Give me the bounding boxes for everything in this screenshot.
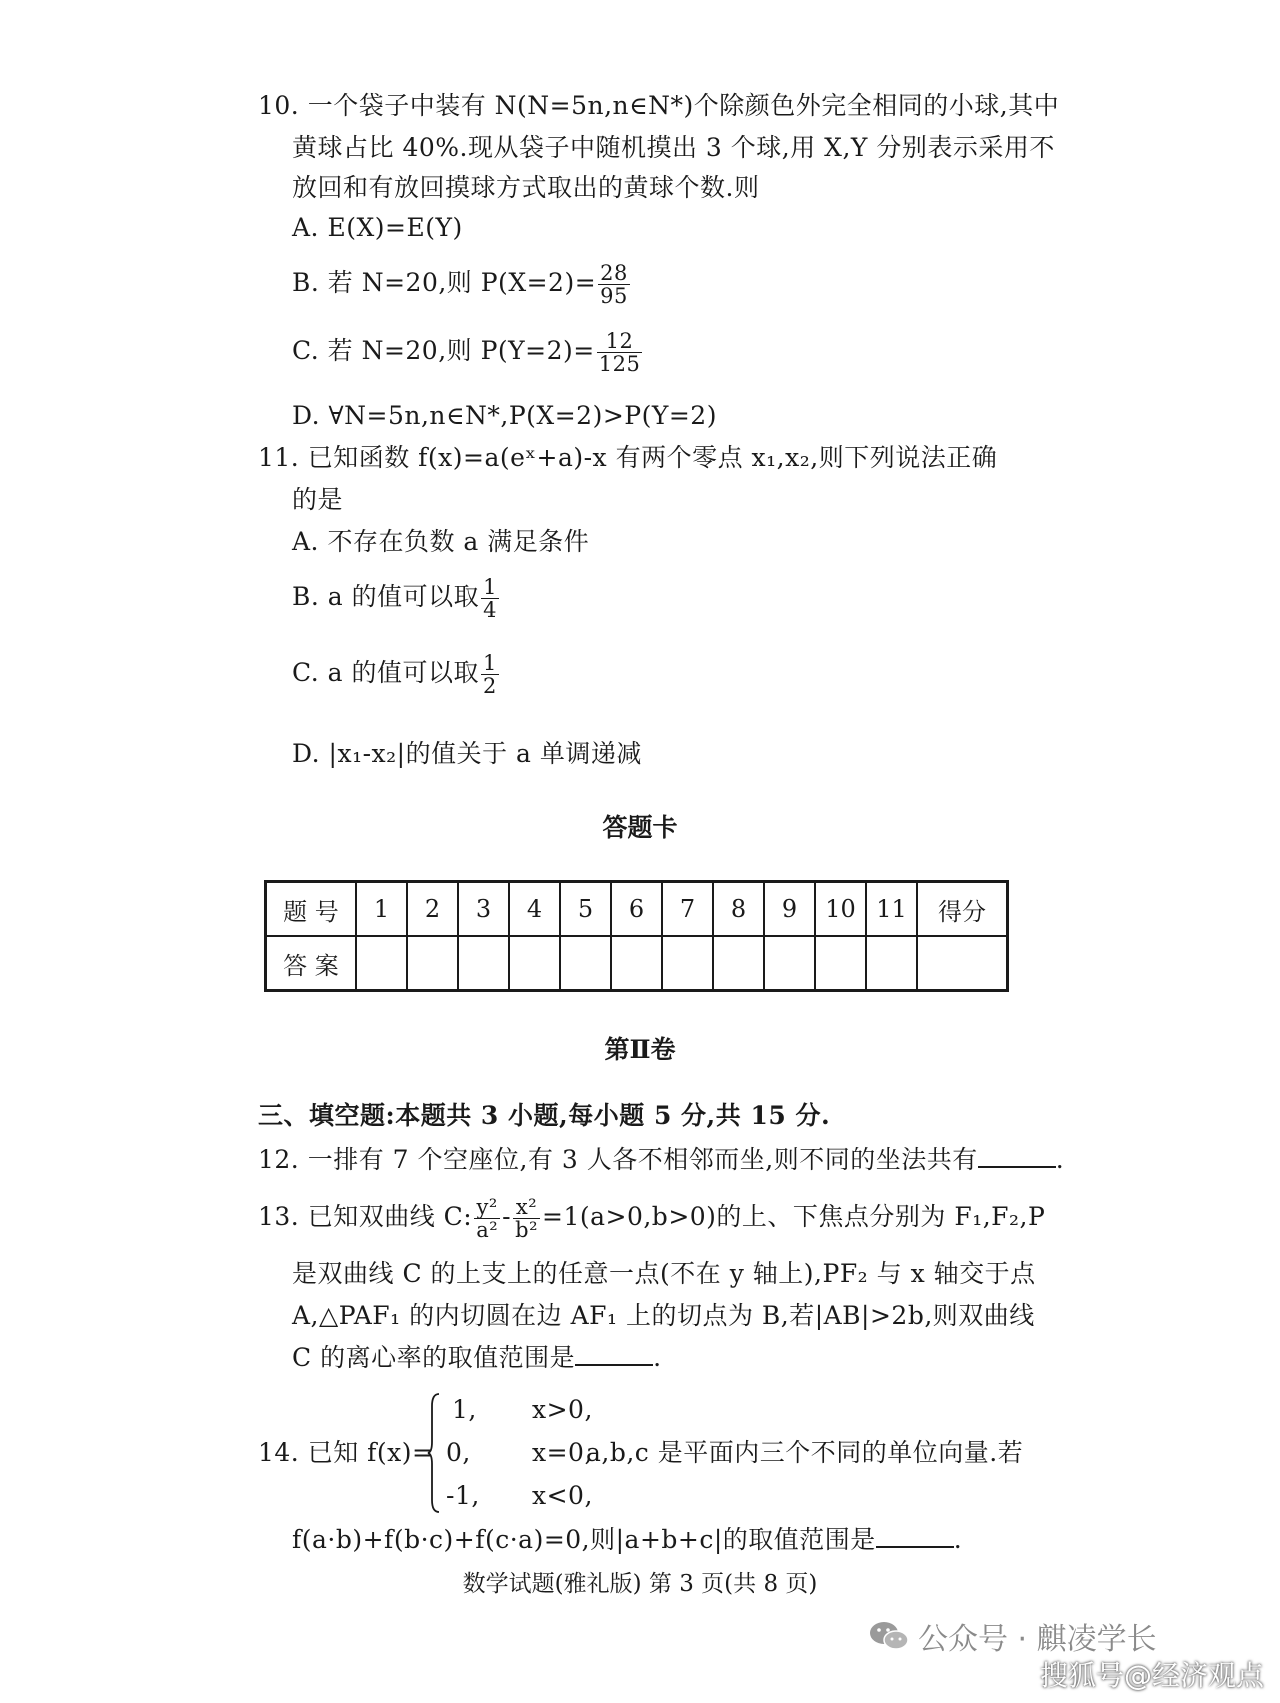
question-number-cell: 11 (866, 882, 917, 937)
q14-case2 (446, 1433, 593, 1473)
q11-option-a: A. 不存在负数 a 满足条件 (292, 527, 590, 556)
question-number-cell: 5 (560, 882, 611, 937)
row-label-question-number: 题 号 (266, 882, 357, 937)
question-number-cell: 2 (407, 882, 458, 937)
q10-line1: 10. 一个袋子中装有 N(N=5n,n∈N*)个除颜色外完全相同的小球,其中 (258, 91, 1060, 120)
q12 (258, 1140, 1064, 1180)
sohu-watermark: 搜狐号@经济观点 (1040, 1659, 1265, 1692)
q11-option-b (292, 576, 501, 621)
q11-option-b-fraction (481, 576, 499, 621)
section-three-heading: 三、填空题:本题共 3 小题,每小题 5 分,共 15 分. (258, 1101, 831, 1130)
answer-card-title: 答题卡 (602, 813, 678, 842)
question-number-cell: 7 (662, 882, 713, 937)
fraction-numerator: y² (474, 1196, 500, 1219)
score-label-cell: 得分 (917, 882, 1008, 937)
wechat-icon (868, 1618, 910, 1654)
q10-option-b-fraction (598, 262, 630, 307)
wechat-watermark: 公众号 · 麒凌学长 (918, 1622, 1157, 1657)
piecewise-brace-icon (427, 1392, 441, 1514)
fraction-numerator: x² (513, 1196, 540, 1219)
q13-answer-blank (575, 1342, 653, 1366)
q10-line3: 放回和有放回摸球方式取出的黄球个数.则 (292, 173, 760, 202)
q10-option-c-text: C. 若 N=20,则 P(Y=2)= (292, 336, 595, 365)
question-number-cell: 10 (815, 882, 866, 937)
q12-end: . (1055, 1145, 1065, 1174)
part-two-title: 第Ⅱ卷 (604, 1035, 676, 1064)
q13-end: . (653, 1343, 662, 1372)
answer-cell (458, 936, 509, 991)
fraction-denominator: 125 (598, 352, 641, 376)
q11-option-c-fraction (481, 652, 499, 697)
q14-case3-value: -1, (446, 1481, 480, 1510)
question-number-cell: 8 (713, 882, 764, 937)
q11-option-c (292, 652, 501, 697)
q10-line2: 黄球占比 40%.现从袋子中随机摸出 3 个球,用 X,Y 分别表示采用不 (292, 133, 1055, 162)
fraction-numerator: 12 (597, 330, 643, 353)
q14-line2 (292, 1520, 962, 1560)
q13-line4 (292, 1338, 662, 1378)
row-label-answer: 答 案 (266, 936, 357, 991)
answer-cell (713, 936, 764, 991)
answer-card-row-answers (266, 936, 1008, 991)
answer-cell (866, 936, 917, 991)
answer-card-row-numbers (266, 882, 1008, 937)
answer-card-table (264, 880, 1009, 992)
q14-case2-condition: x=0, (532, 1438, 593, 1467)
answer-cell (764, 936, 815, 991)
question-number-cell: 1 (356, 882, 407, 937)
q10-option-d: D. ∀N=5n,n∈N*,P(X=2)>P(Y=2) (292, 401, 717, 430)
q14-end: . (953, 1525, 963, 1554)
q13-line4-text: C 的离心率的取值范围是 (292, 1343, 576, 1372)
q14-case2-value: 0, (446, 1438, 471, 1467)
q14-text-post: a,b,c 是平面内三个不同的单位向量.若 (586, 1438, 1024, 1467)
q13-fraction-x (513, 1196, 540, 1241)
q11-option-c-text: C. a 的值可以取 (292, 658, 479, 687)
answer-cell (560, 936, 611, 991)
page-footer: 数学试题(雅礼版) 第 3 页(共 8 页) (462, 1571, 818, 1597)
q13-fraction-y (474, 1196, 500, 1241)
q11-option-b-text: B. a 的值可以取 (292, 582, 480, 611)
question-number-cell: 6 (611, 882, 662, 937)
fraction-numerator: 1 (482, 651, 497, 675)
q13-line2: 是双曲线 C 的上支上的任意一点(不在 y 轴上),PF₂ 与 x 轴交于点 (292, 1259, 1036, 1288)
q14-case1-value: 1, (452, 1395, 477, 1424)
q11-option-d: D. |x₁-x₂|的值关于 a 单调递减 (292, 739, 642, 768)
q11-line2: 的是 (292, 485, 344, 514)
answer-cell (407, 936, 458, 991)
answer-cell (815, 936, 866, 991)
q10-option-c-fraction (597, 330, 643, 375)
question-number-cell: 4 (509, 882, 560, 937)
answer-cell (662, 936, 713, 991)
q10-option-c (292, 330, 644, 375)
fraction-denominator: 95 (600, 284, 628, 308)
q14-case3-condition: x<0, (532, 1481, 593, 1510)
question-number-cell: 9 (764, 882, 815, 937)
fraction-denominator: 4 (483, 598, 497, 622)
q11-line1: 11. 已知函数 f(x)=a(eˣ+a)-x 有两个零点 x₁,x₂,则下列说法正确 (258, 443, 998, 472)
fraction-denominator: a² (476, 1218, 499, 1242)
fraction-denominator: b² (515, 1218, 538, 1242)
fraction-denominator: 2 (482, 674, 497, 698)
q12-text: 12. 一排有 7 个空座位,有 3 人各不相邻而坐,则不同的坐法共有 (258, 1145, 978, 1174)
q12-answer-blank (978, 1144, 1056, 1168)
q14-case1 (452, 1390, 593, 1430)
q13-line1 (258, 1196, 1045, 1241)
q13-line3: A,△PAF₁ 的内切圆在边 AF₁ 上的切点为 B,若|AB|>2b,则双曲线 (292, 1301, 1035, 1330)
q14-answer-blank (876, 1524, 954, 1548)
q14-case1-condition: x>0, (532, 1395, 593, 1424)
fraction-numerator: 28 (600, 261, 628, 285)
q10-option-a: A. E(X)=E(Y) (292, 213, 463, 242)
answer-cell (611, 936, 662, 991)
q13-minus: - (502, 1202, 512, 1231)
q14-text-pre: 14. 已知 f(x)= (258, 1438, 434, 1467)
answer-cell (356, 936, 407, 991)
q14-case3 (446, 1476, 593, 1516)
q10-option-b-text: B. 若 N=20,则 P(X=2)= (292, 268, 597, 297)
q14-line1 (258, 1433, 433, 1473)
q14-line2-text: f(a·b)+f(b·c)+f(c·a)=0,则|a+b+c|的取值范围是 (292, 1525, 876, 1554)
q13-text-pre: 13. 已知双曲线 C: (258, 1202, 473, 1231)
score-cell (917, 936, 1008, 991)
question-number-cell: 3 (458, 882, 509, 937)
fraction-numerator: 1 (483, 575, 497, 599)
q10-option-b (292, 262, 632, 307)
q13-text-post: =1(a>0,b>0)的上、下焦点分别为 F₁,F₂,P (542, 1202, 1046, 1231)
answer-cell (509, 936, 560, 991)
